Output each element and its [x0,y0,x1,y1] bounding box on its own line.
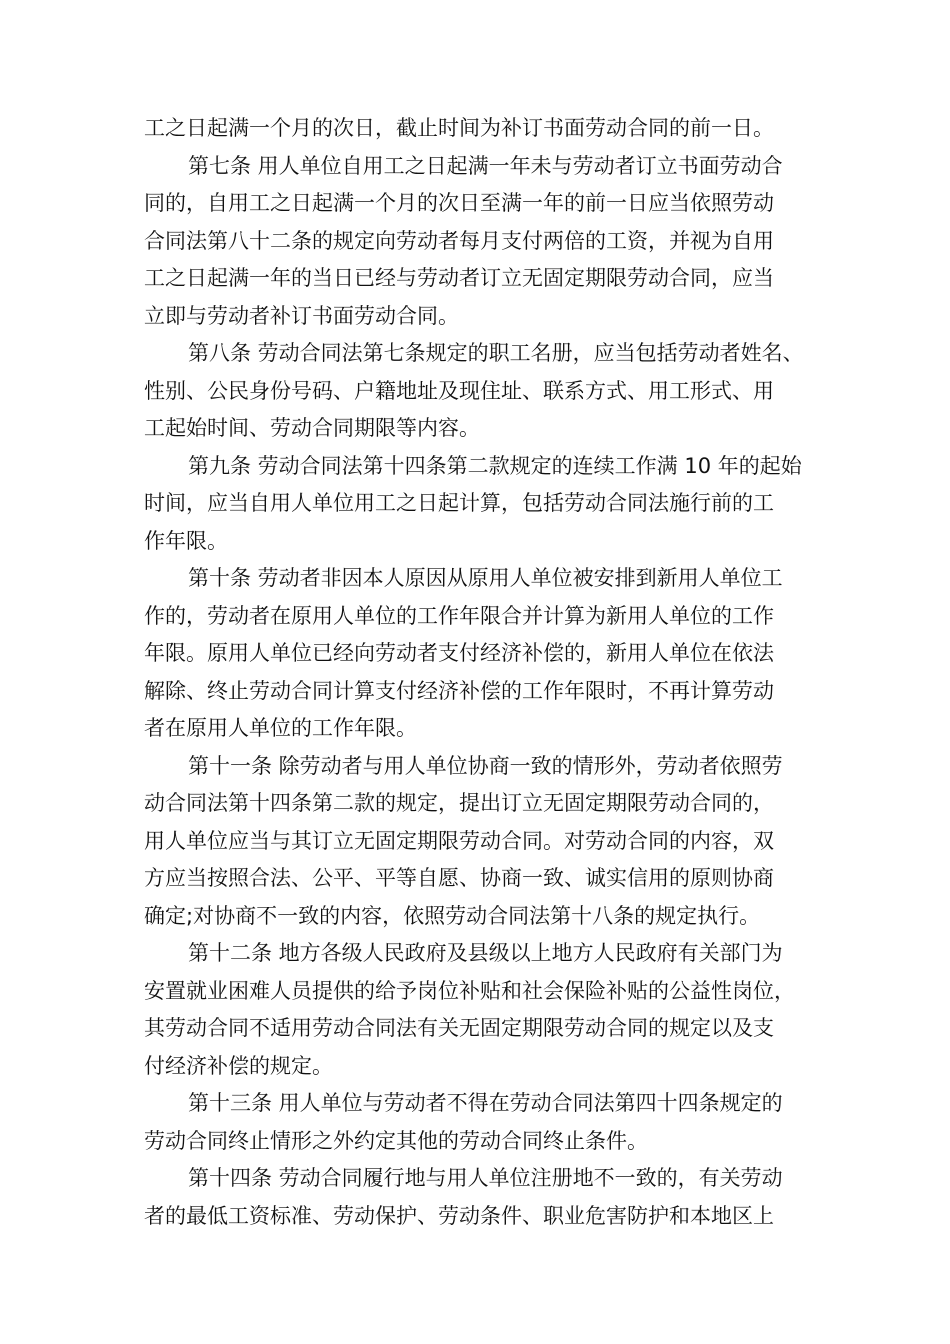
document-body [144,110,808,1235]
article-8-line: 第八条 劳动合同法第七条规定的职工名册，应当包括劳动者姓名、 [188,341,804,365]
text-line: 安置就业困难人员提供的给予岗位补贴和社会保险补贴的公益性岗位， [144,978,795,1003]
text-line: 解除、终止劳动合同计算支付经济补偿的工作年限时，不再计算劳动 [144,678,774,703]
text-line: 方应当按照合法、公平、平等自愿、协商一致、诚实信用的原则协商 [144,866,774,890]
text-line: 同的，自用工之日起满一个月的次日至满一年的前一日应当依照劳动 [144,191,774,215]
text-line: 付经济补偿的规定。 [144,1053,333,1078]
text-line: 工之日起满一年的当日已经与劳动者订立无固定期限劳动合同，应当 [144,266,774,290]
text-line: 工之日起满一个月的次日，截止时间为补订书面劳动合同的前一日。 [144,116,774,140]
text-line: 时间，应当自用人单位用工之日起计算，包括劳动合同法施行前的工 [144,491,774,515]
text-line: 确定;对协商不一致的内容，依照劳动合同法第十八条的规定执行。 [144,903,761,928]
article-13-line: 第十三条 用人单位与劳动者不得在劳动合同法第四十四条规定的 [188,1091,783,1115]
text-line: 性别、公民身份号码、户籍地址及现住址、联系方式、用工形式、用 [144,378,774,403]
text-line: 作年限。 [144,528,228,553]
text-line: 作的，劳动者在原用人单位的工作年限合并计算为新用人单位的工作 [144,603,774,628]
text-line: 工起始时间、劳动合同期限等内容。 [144,416,480,440]
text-line: 者的最低工资标准、劳动保护、劳动条件、职业危害防护和本地区上 [144,1203,774,1228]
article-9-line: 第九条 劳动合同法第十四条第二款规定的连续工作满 10 年的起始 [188,453,802,478]
text-line: 劳动合同终止情形之外约定其他的劳动合同终止条件。 [144,1128,648,1153]
text-line: 年限。原用人单位已经向劳动者支付经济补偿的，新用人单位在依法 [144,641,774,665]
text-line: 动合同法第十四条第二款的规定，提出订立无固定期限劳动合同的， [144,791,774,815]
article-11-line: 第十一条 除劳动者与用人单位协商一致的情形外，劳动者依照劳 [188,753,783,778]
article-12-line: 第十二条 地方各级人民政府及县级以上地方人民政府有关部门为 [188,941,783,965]
text-line: 立即与劳动者补订书面劳动合同。 [144,303,459,328]
text-line: 用人单位应当与其订立无固定期限劳动合同。对劳动合同的内容，双 [144,828,774,853]
article-14-line: 第十四条 劳动合同履行地与用人单位注册地不一致的，有关劳动 [188,1166,783,1190]
text-line: 合同法第八十二条的规定向劳动者每月支付两倍的工资，并视为自用 [144,228,774,253]
text-line: 者在原用人单位的工作年限。 [144,716,417,740]
article-10-line: 第十条 劳动者非因本人原因从原用人单位被安排到新用人单位工 [188,566,783,590]
article-7-line: 第七条 用人单位自用工之日起满一年未与劳动者订立书面劳动合 [188,153,783,178]
text-line: 其劳动合同不适用劳动合同法有关无固定期限劳动合同的规定以及支 [144,1016,774,1040]
